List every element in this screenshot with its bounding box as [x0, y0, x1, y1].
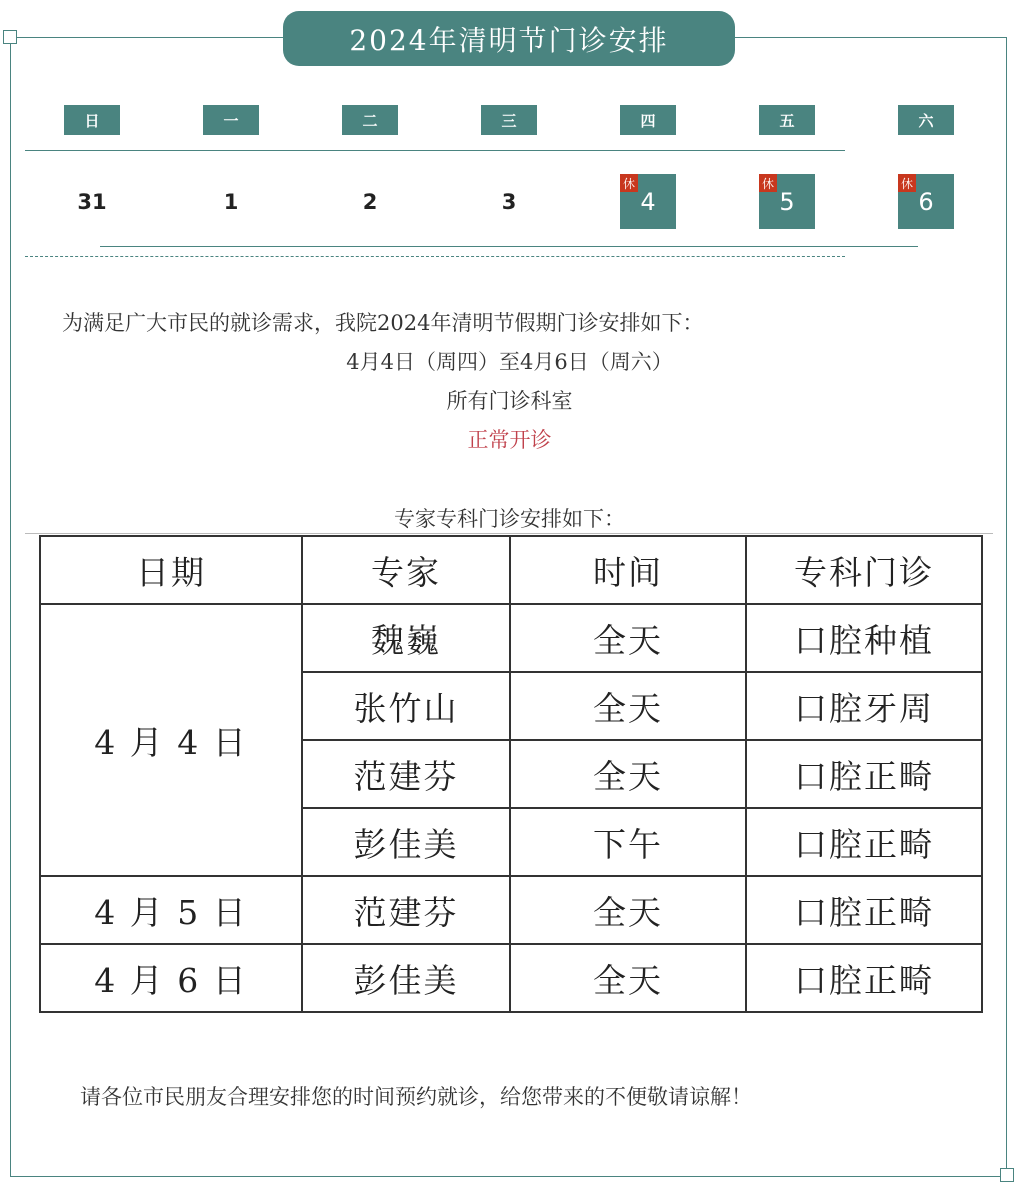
frame-corner-bottom-right: [1000, 1168, 1014, 1182]
expert-cell: 魏巍: [302, 604, 510, 672]
weekday-wed: 三: [481, 105, 537, 135]
schedule-table: [39, 535, 983, 1013]
weekday-sun: 日: [64, 105, 120, 135]
day-number: 31: [77, 189, 107, 214]
table-row: [40, 876, 982, 944]
clinic-cell: 口腔正畸: [746, 944, 982, 1012]
weekday-sat: 六: [898, 105, 954, 135]
expert-cell: 张竹山: [302, 672, 510, 740]
frame-corner-top-left: [3, 30, 17, 44]
day-cell: [203, 174, 259, 229]
day-number: 2: [362, 189, 378, 214]
time-cell: 全天: [510, 740, 746, 808]
notice-departments: 所有门诊科室: [446, 389, 573, 413]
page-title: 2024年清明节门诊安排: [283, 11, 735, 66]
day-number: 5: [779, 187, 795, 216]
table-header-row: [40, 536, 982, 604]
time-cell: 全天: [510, 604, 746, 672]
clinic-cell: 口腔种植: [746, 604, 982, 672]
notice-dates: 4月4日（周四）至4月6日（周六）: [346, 350, 673, 374]
holiday-badge: 休: [898, 174, 916, 192]
clinic-cell: 口腔正畸: [746, 876, 982, 944]
expert-cell: 范建芬: [302, 740, 510, 808]
day-number: 3: [501, 189, 517, 214]
notice-status: 正常开诊: [467, 428, 552, 452]
clinic-cell: 口腔牙周: [746, 672, 982, 740]
day-number: 6: [918, 187, 934, 216]
day-cell-holiday: [898, 174, 954, 229]
expert-cell: 范建芬: [302, 876, 510, 944]
day-cell: [342, 174, 398, 229]
table-row: [40, 944, 982, 1012]
header-clinic: 专科门诊: [746, 536, 982, 604]
divider: [25, 150, 845, 151]
day-number: 4: [640, 187, 656, 216]
day-cell-holiday: [759, 174, 815, 229]
table-top-rule: [25, 533, 993, 534]
day-cell: [481, 174, 537, 229]
day-number: 1: [223, 189, 239, 214]
day-cell: [64, 174, 120, 229]
time-cell: 全天: [510, 672, 746, 740]
table-row: [40, 604, 982, 672]
time-cell: 下午: [510, 808, 746, 876]
expert-cell: 彭佳美: [302, 808, 510, 876]
holiday-badge: 休: [759, 174, 777, 192]
divider-dashed: [25, 256, 845, 257]
divider: [100, 246, 918, 247]
expert-intro: 专家专科门诊安排如下：: [394, 507, 625, 531]
weekday-mon: 一: [203, 105, 259, 135]
clinic-cell: 口腔正畸: [746, 740, 982, 808]
weekday-fri: 五: [759, 105, 815, 135]
day-cell-holiday: [620, 174, 676, 229]
weekday-thu: 四: [620, 105, 676, 135]
date-cell: 4 月 5 日: [40, 876, 302, 944]
header-time: 时间: [510, 536, 746, 604]
notice-intro: 为满足广大市民的就诊需求，我院2024年清明节假期门诊安排如下：: [62, 311, 704, 335]
time-cell: 全天: [510, 876, 746, 944]
header-date: 日期: [40, 536, 302, 604]
clinic-cell: 口腔正畸: [746, 808, 982, 876]
date-cell: 4 月 6 日: [40, 944, 302, 1012]
time-cell: 全天: [510, 944, 746, 1012]
holiday-badge: 休: [620, 174, 638, 192]
date-cell: 4 月 4 日: [40, 604, 302, 876]
expert-cell: 彭佳美: [302, 944, 510, 1012]
header-expert: 专家: [302, 536, 510, 604]
footer-note: 请各位市民朋友合理安排您的时间预约就诊，给您带来的不便敬请谅解！: [80, 1085, 752, 1109]
weekday-tue: 二: [342, 105, 398, 135]
